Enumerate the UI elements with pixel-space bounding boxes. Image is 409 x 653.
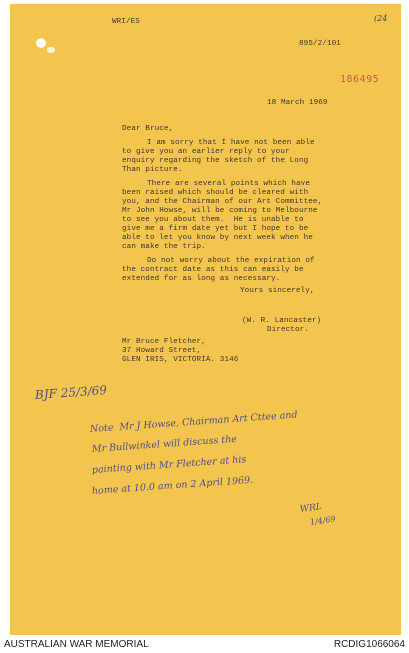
- paragraph-line: Than picture.: [122, 166, 183, 174]
- paragraph-line: enquiry regarding the sketch of the Long: [122, 157, 309, 165]
- letter-page: [10, 4, 401, 635]
- footer-item-id: RCDIG1066064: [333, 639, 405, 650]
- paragraph-line: to see you about them. He is unable to: [122, 216, 304, 224]
- paragraph-line: been raised which should be cleared with: [122, 189, 309, 197]
- punch-hole-tear: [47, 47, 55, 53]
- paragraph-line: There are several points which have: [147, 180, 310, 188]
- paragraph-line: able to let you know by next week when he: [122, 234, 313, 242]
- registry-stamp-number: 186495: [340, 74, 380, 85]
- handwritten-note-date: 1/4/69: [309, 514, 337, 527]
- handwritten-note-initials: WRL: [299, 501, 323, 515]
- corner-folio-mark: (24: [374, 14, 388, 23]
- punch-hole: [36, 38, 46, 48]
- paragraph-line: the contract date as this can easily be: [122, 266, 304, 274]
- address-line: 37 Howard Street,: [122, 347, 202, 355]
- paragraph-line: I am sorry that I have not been able: [147, 139, 315, 147]
- letter-date: 18 March 1969: [267, 99, 328, 107]
- handwritten-note-line: Note Mr J Howse, Chairman Art Cttee and: [89, 409, 298, 435]
- signatory-title: Director.: [267, 326, 309, 334]
- handwritten-note-line: painting with Mr Fletcher at his: [91, 454, 247, 476]
- paragraph-line: Mr John Howse, will be coming to Melbourne: [122, 207, 318, 215]
- footer-archive-name: AUSTRALIAN WAR MEMORIAL: [4, 639, 149, 650]
- paragraph-line: can make the trip.: [122, 243, 206, 251]
- reference-left: WRI/ES: [112, 18, 140, 26]
- address-line: Mr Bruce Fletcher,: [122, 338, 206, 346]
- paragraph-line: to give you an earlier reply to your: [122, 148, 290, 156]
- paragraph-line: give me a firm date yet but I hope to be: [122, 225, 309, 233]
- handwritten-note-line: home at 10.0 am on 2 April 1969.: [91, 474, 254, 497]
- salutation: Dear Bruce,: [122, 125, 174, 133]
- closing: Yours sincerely,: [240, 287, 315, 295]
- reference-right: 895/2/101: [299, 40, 341, 48]
- paragraph-line: Do not worry about the expiration of: [147, 257, 315, 265]
- paragraph-line: you, and the Chairman of our Art Committee,: [122, 198, 323, 206]
- paragraph-line: extended for as long as necessary.: [122, 275, 281, 283]
- address-line: GLEN IRIS, VICTORIA. 3146: [122, 356, 239, 364]
- handwritten-initials-date: BJF 25/3/69: [34, 382, 108, 402]
- signatory-name: (W. R. Lancaster): [242, 317, 322, 325]
- handwritten-note-line: Mr Bullwinkel will discuss the: [91, 433, 238, 455]
